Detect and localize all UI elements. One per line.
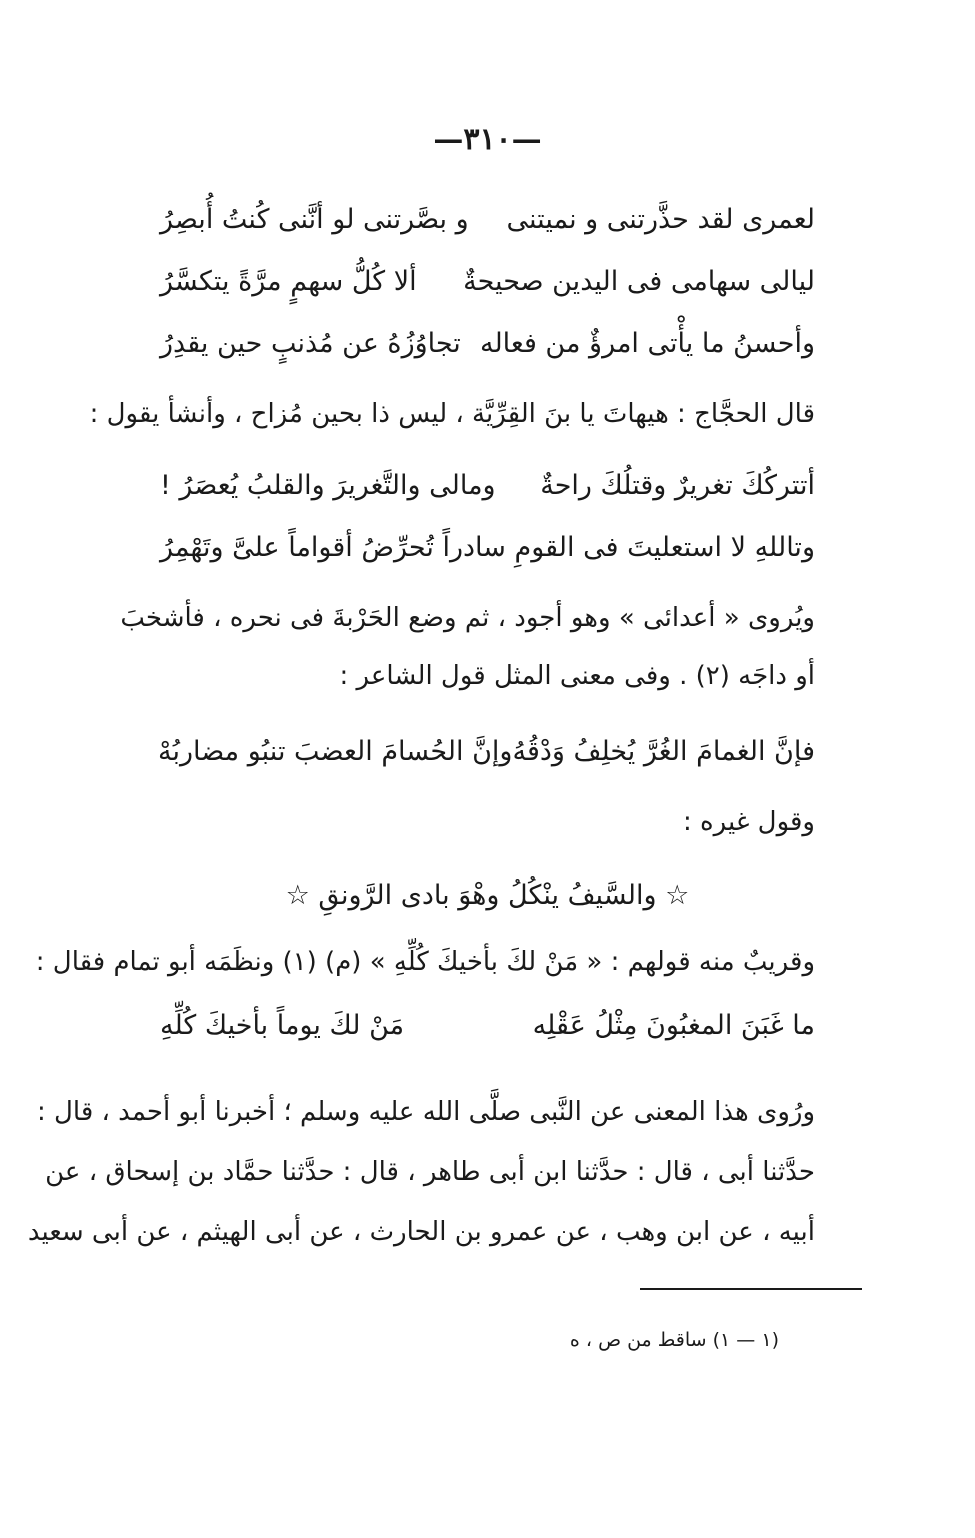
prose-line: وقول غيره : [682, 807, 815, 837]
verse-line [160, 722, 815, 782]
verse-second-hemistich: تُحرِّضُ أقواماً علىَّ وتَهْمِرُ [160, 532, 434, 563]
prose-line: ورُوى هذا المعنى عن النَّبى صلَّى الله عليه وسلم ؛ أخبرنا أبو أحمد ، قال : [37, 1097, 815, 1127]
verse-first-hemistich: وأحسنُ ما يأْتى امرؤٌ من فعاله [479, 328, 815, 359]
verse-line [160, 996, 815, 1056]
verse-second-hemistich: تجاوُزُهُ عن مُذنبٍ حين يقدِرُ [160, 328, 461, 359]
single-verse: ☆ والسَّيفُ ينْكُلُ وهْوَ بادى الرَّونقِ ☆ [285, 880, 690, 911]
footnote: (١ — ١) ساقط من ص ، ه [569, 1329, 779, 1351]
prose-line: أبيه ، عن ابن وهب ، عن عمرو بن الحارث ، عن أبى الهيثم ، عن أبى سعيد [27, 1217, 815, 1247]
verse-line [160, 518, 815, 578]
verse-first-hemistich: ما غَبَنَ المغبُونَ مِثْلُ عَقْلِه [532, 1010, 815, 1041]
prose-line: ويُروى « أعدائى » وهو أجود ، ثم وضع الحَرْبةَ فى نحره ، فأشخبَ [120, 603, 815, 633]
verse-second-hemistich: ومالى والتَّغريرَ والقلبُ يُعصَرُ ! [160, 470, 496, 501]
verse-line [160, 456, 815, 516]
prose-line: قال الحجَّاج : هيهاتَ يا بنَ القِرِّيَّة ، ليس ذا بحين مُزاح ، وأنشأ يقول : [89, 399, 815, 429]
verse-line [160, 314, 815, 374]
verse-line [160, 190, 815, 250]
verse-first-hemistich: وتاللهِ لا استعليتَ فى القومِ سادراً [442, 532, 815, 563]
verse-first-hemistich: لعمرى لقد حذَّرتنى و نميتنى [506, 204, 815, 235]
prose-line: وقريبٌ منه قولهم : « مَنْ لكَ بأخيكَ كُلِّهِ » (م) (١) ونظَمَه أبو تمام فقال : [35, 947, 815, 977]
prose-line: أو داجَه (٢) . وفى معنى المثل قول الشاعر : [339, 661, 815, 691]
footnote-divider [640, 1288, 862, 1290]
verse-second-hemistich: مَنْ لكَ يوماً بأخيكَ كُلِّهِ [160, 1010, 405, 1041]
verse-first-hemistich: ليالى سهامى فى اليدين صحيحةٌ [463, 266, 815, 297]
verse-line [160, 252, 815, 312]
verse-second-hemistich: ألا كُلُّ سهمٍ مرَّةً يتكسَّرُ [160, 266, 417, 297]
prose-line: حدَّثنا أبى ، قال : حدَّثنا ابن أبى طاهر ، قال : حدَّثنا حمَّاد بن إسحاق ، عن [45, 1157, 815, 1187]
verse-first-hemistich: فإنَّ الغمامَ الغُرَّ يُخلِفُ وَدْقُهُ [512, 736, 815, 767]
verse-second-hemistich: و بصَّرتنى لو أنَّنى كُنتُ أُبصِرُ [160, 204, 469, 235]
verse-second-hemistich: وإنَّ الحُسامَ العضبَ تنبُو مضاربُهْ [158, 736, 513, 767]
page-number: —٣١٠— [433, 122, 542, 157]
verse-first-hemistich: أتتركُكَ تغريرٌ وقتلُكَ راحةٌ [540, 470, 815, 501]
